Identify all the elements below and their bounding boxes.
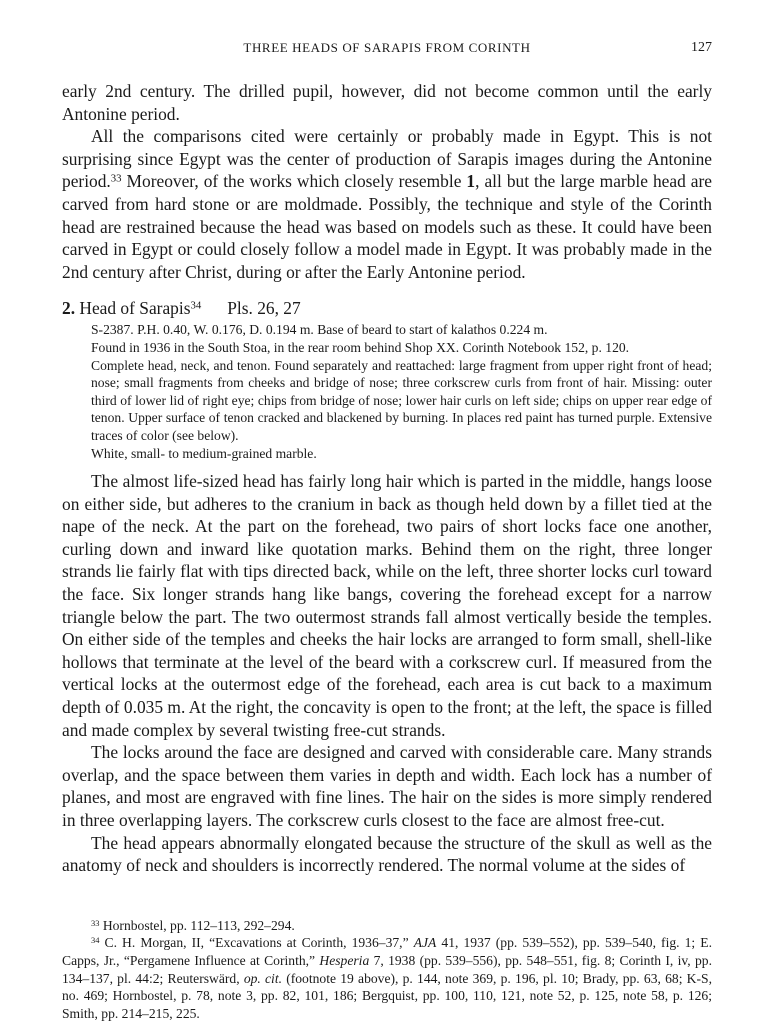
journal-aja: AJA [413, 935, 437, 951]
op-cit: op. cit. [243, 970, 282, 986]
paragraph-comparisons-part-a: All the comparisons cited were certainly or probably made in Egypt. This is not surprising since Egypt was the center of production of Sarapis images during the Antonine period. [62, 126, 712, 192]
entry-title: Head of Sarapis [75, 298, 191, 319]
running-head [62, 40, 712, 62]
footnote-34-part-a: C. H. Morgan, II, “Excavations at Corinth, 1936–37,” [99, 935, 414, 951]
footnote-mark-33: 33 [91, 917, 100, 928]
entry-heading [62, 297, 712, 319]
footnote-33-text: Hornbostel, pp. 112–113, 292–294. [99, 917, 295, 933]
catalog-entry [91, 321, 712, 462]
footnote-34-part-c: 7, 1938 (pp. 539–556), pp. 548–551, fig. 8; Corinth I, iv, pp. 134–137, pl. 44:2; Reuterswärd, [62, 952, 712, 986]
footnote-mark-34: 34 [91, 935, 100, 946]
page-number: 127 [691, 40, 712, 55]
paragraph-continued: early 2nd century. The drilled pupil, however, did not become common until the early Antonine period. [62, 81, 712, 124]
catalog-condition: Complete head, neck, and tenon. Found separately and reattached: large fragment from upper right front of head; nose; small fragments from cheeks and bridge of nose; three corkscrew curls from front of hair. Missing: outer third of lower lid of right eye; chips from bridge of nose; lower hair curls on left side; chips on upper rear edge of tenon. Upper surface of tenon cracked and blackened by burning. In places red paint has turned purple. Extensive traces of color (see below). [91, 357, 712, 443]
paragraph-comparisons-part-b: Moreover, of the works which closely resemble [121, 171, 467, 192]
description [62, 470, 712, 877]
description-paragraph: The almost life-sized head has fairly long hair which is parted in the middle, hangs loose on either side, but adheres to the cranium in back as though held down by a fillet tied at the nape of the neck. At the part on the forehead, two pairs of short locks face one another, curling down and inward like quotation marks. Behind them on the right, three longer strands lie fairly flat with tips directed back, while on the left, three shorter locks curl toward the face. Six longer strands hang like bangs, covering the forehead except for a narrow triangle below the part. The two outermost strands fall almost vertically beside the temples. On either side of the temples and cheeks the hair locks are arranged to form small, shell-like hollows that terminate at the level of the beard with a corkscrew curl. If measured from the vertical locks at the outermost edge of the forehead, each area is cut back to a maximum depth of 0.035 m. At the right, the concavity is open to the front; at the left, the space is filled and made complex by several twisting free-cut strands. [62, 471, 712, 740]
running-title: THREE HEADS OF SARAPIS FROM CORINTH [243, 40, 531, 55]
footnotes [62, 917, 712, 1023]
paragraph-comparisons [62, 125, 712, 283]
journal-hesperia: Hesperia [319, 952, 370, 968]
footnote-33 [62, 917, 712, 935]
paragraph-comparisons-part-c: , all but the large marble head are carved from hard stone or are moldmade. Possibly, the technique and style of the Corinth head are restrained because the head was based on models such as these. It could have been carved in Egypt or could closely follow a model made in Egypt. It was probably made in the 2nd century after Christ, during or after the Early Antonine period. [62, 171, 712, 282]
page [62, 40, 712, 1022]
description-paragraph: The locks around the face are designed and carved with considerable care. Many strands overlap, and the space between them varies in depth and width. Each lock has a number of planes, and most are engraved with fine lines. The hair on the sides is more simply rendered in three overlapping layers. The corkscrew curls closest to the face are almost free-cut. [62, 742, 712, 830]
entry-plates: Pls. 26, 27 [227, 298, 301, 319]
catalog-findspot: Found in 1936 in the South Stoa, in the rear room behind Shop XX. Corinth Notebook 152, p. 120. [91, 339, 630, 355]
footnote-34-part-d: (footnote 19 above), p. 144, note 369, p. 196, pl. 10; Brady, pp. 63, 68; K-S, no. 469; Hornbostel, p. 78, note 3, pp. 82, 101, 186; Bergquist, pp. 100, 110, 121, note 52, p. 125, note 58, p. 126; Smith, pp. 214–215, 225. [62, 970, 712, 1021]
entry-number: 2. [62, 298, 76, 319]
description-paragraph: The head appears abnormally elongated because the structure of the skull as well as the anatomy of neck and shoulders is incorrectly rendered. The normal volume at the sides of [62, 832, 712, 876]
footnote-34 [62, 934, 712, 1022]
footnote-34-part-b: 41, 1937 (pp. 539–552), pp. 539–540, fig. 1; E. Capps, Jr., “Pergamene Influence at Corinth,” [62, 935, 712, 968]
footnote-ref-34: 34 [190, 299, 202, 312]
catalog-number-ref: 1 [466, 171, 476, 192]
catalog-dimensions: S-2387. P.H. 0.40, W. 0.176, D. 0.194 m. Base of beard to start of kalathos 0.224 m. [91, 322, 548, 338]
catalog-material: White, small- to medium-grained marble. [91, 445, 317, 461]
footnote-ref-33: 33 [110, 172, 122, 185]
